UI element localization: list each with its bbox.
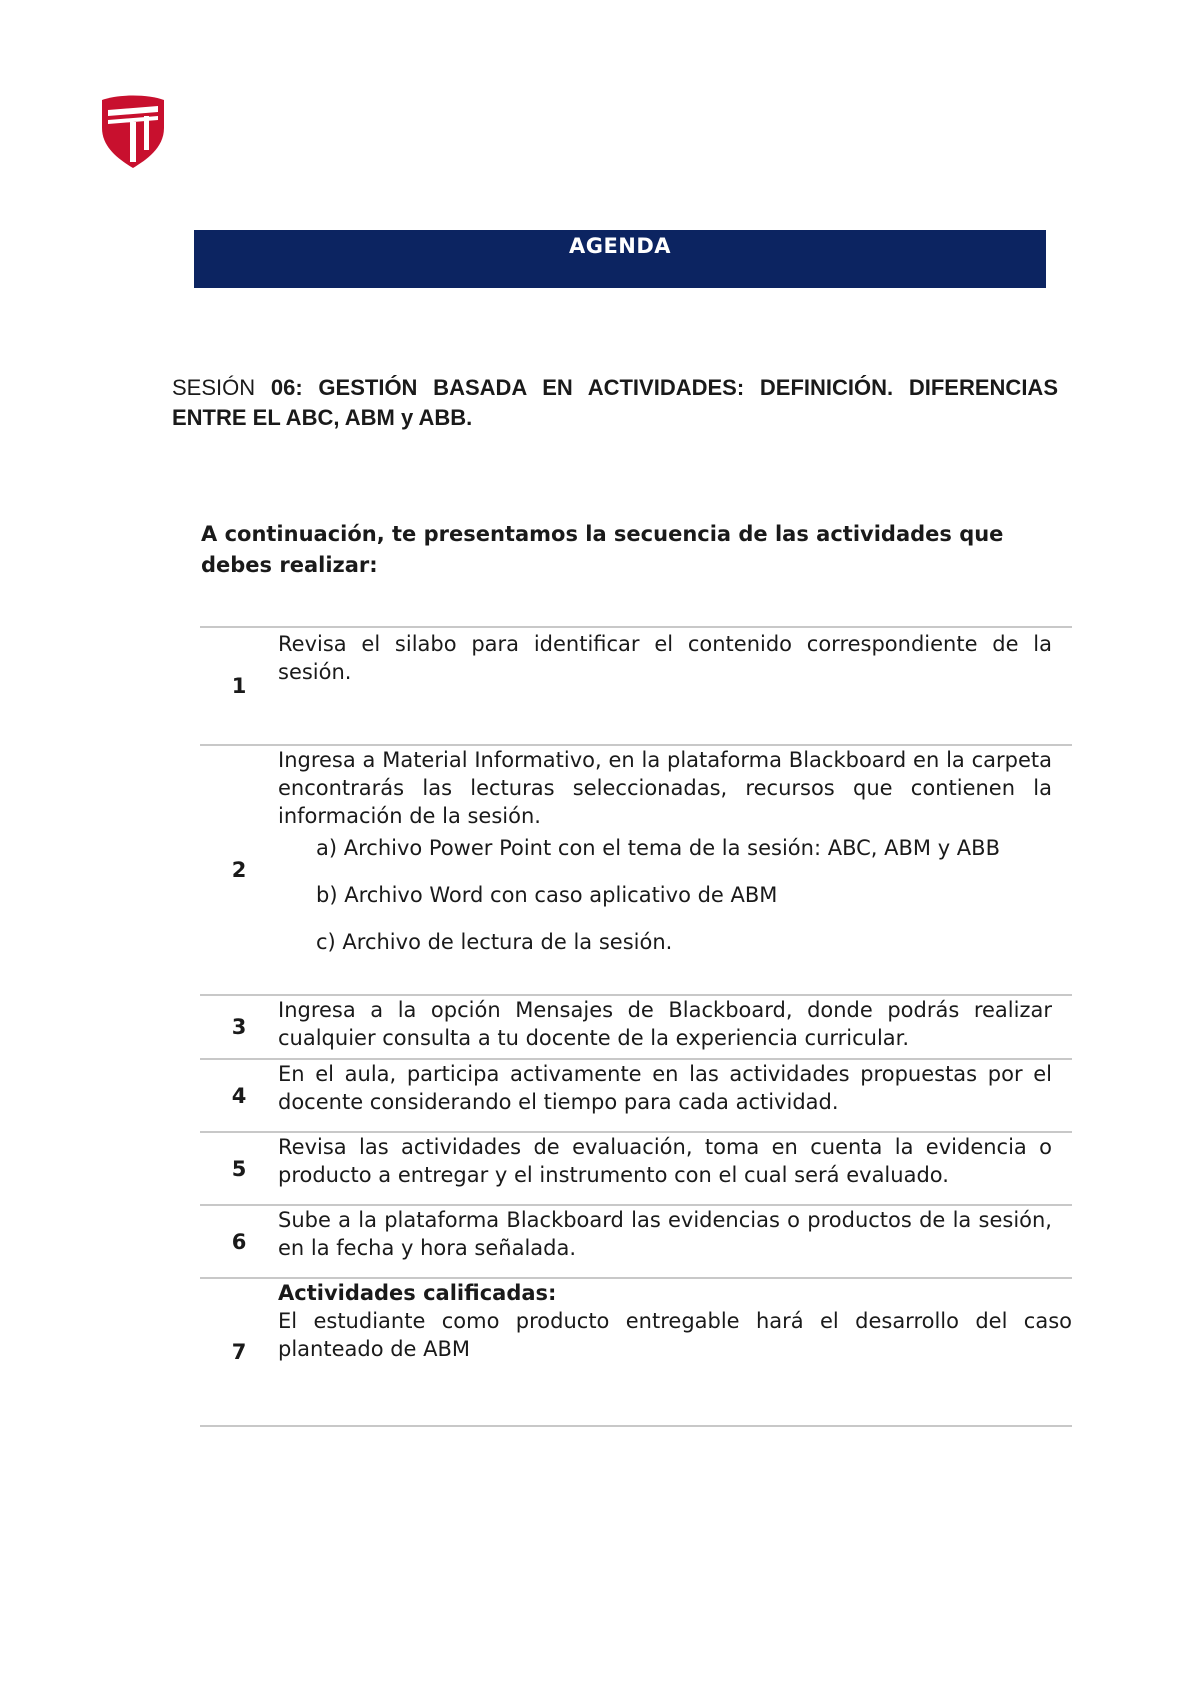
list-item: b) Archivo Word con caso aplicativo de ABM [316,883,778,907]
activity-number: 7 [231,1340,247,1364]
session-title [172,373,1058,433]
agenda-banner [194,230,1046,288]
activity-number: 3 [231,1015,247,1039]
activity-row-7 [200,1278,1072,1426]
list-item: c) Archivo de lectura de la sesión. [316,930,673,954]
activity-row-1 [200,627,1072,745]
university-logo [100,92,166,168]
graded-description: El estudiante como producto entregable hará el desarrollo del caso planteado de ABM [278,1309,1072,1361]
graded-heading: Actividades calificadas: [278,1281,557,1305]
activity-text: Sube a la plataforma Blackboard las evidencias o productos de la sesión, en la fecha y hora señalada. [278,1208,1052,1260]
activity-text [278,1278,1072,1426]
activity-row-6 [200,1205,1072,1278]
activity-row-5 [200,1132,1072,1205]
activity-text: Ingresa a Material Informativo, en la plataforma Blackboard en la carpeta encontrarás las lecturas seleccionadas, recursos que contienen la información de la sesión. a) Archivo Power Point con el tema de la sesión: ABC, ABM y ABB b) Archivo Word con caso aplicativo de ABM c) Archivo de lectura de la sesión. [278,748,1052,954]
list-item: a) Archivo Power Point con el tema de la sesión: ABC, ABM y ABB [316,836,1000,860]
activity-number: 2 [231,858,247,882]
activity-number: 1 [231,674,247,698]
activities-table [200,626,1072,1427]
activity-number: 6 [231,1229,247,1254]
agenda-title: AGENDA [568,234,672,258]
activity-text: Revisa el silabo para identificar el contenido correspondiente de la sesión. [278,632,1052,684]
resource-list [278,834,1052,956]
activity-row-4 [200,1059,1072,1132]
activity-row-3 [200,995,1072,1059]
activity-number: 4 [231,1083,247,1108]
intro-text: A continuación, te presentamos la secuencia de las actividades que debes realizar: [201,522,1004,577]
activity-row-2 [200,745,1072,995]
session-name: 06: GESTIÓN BASADA EN ACTIVIDADES: DEFINICIÓN. DIFERENCIAS ENTRE EL ABC, ABM y ABB. [172,375,1058,430]
activity-text: En el aula, participa activamente en las actividades propuestas por el docente considerando el tiempo para cada actividad. [278,1062,1052,1114]
activity-number: 5 [231,1156,247,1181]
activity-text: Revisa las actividades de evaluación, toma en cuenta la evidencia o producto a entregar y el instrumento con el cual será evaluado. [278,1135,1052,1187]
session-label: SESIÓN [172,375,256,400]
activity-text: Ingresa a la opción Mensajes de Blackboard, donde podrás realizar cualquier consulta a tu docente de la experiencia curricular. [278,998,1052,1050]
